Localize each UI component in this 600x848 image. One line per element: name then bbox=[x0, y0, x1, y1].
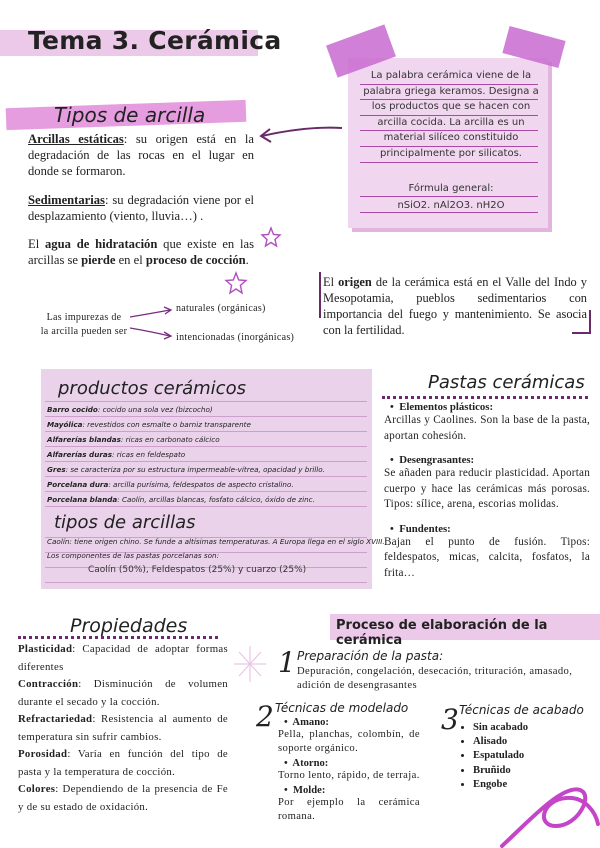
propiedad-text: : Resistencia al aumento de temperatura sin sufrir cambios. bbox=[18, 713, 228, 743]
sub2-text: Desengrasantes: bbox=[399, 454, 475, 466]
arcillas-estaticas-paragraph bbox=[28, 131, 254, 179]
elementos-plasticos-label: • Elementos plásticos: bbox=[390, 401, 494, 413]
propiedad-text: : Varía en función del tipo de pasta y la temperatura de cocción. bbox=[18, 748, 228, 778]
pierde-term: pierde bbox=[81, 253, 116, 267]
propiedad-item bbox=[18, 641, 228, 676]
atorno-label: Atorno: bbox=[292, 758, 329, 769]
card-rule bbox=[45, 476, 367, 477]
producto-item bbox=[47, 405, 213, 414]
coccion-term: proceso de cocción bbox=[145, 253, 246, 267]
dotted-underline bbox=[18, 636, 218, 639]
estaticas-term: Arcillas estáticas bbox=[28, 132, 124, 146]
agua-term: agua de hidratación bbox=[45, 237, 158, 251]
star-icon bbox=[224, 271, 248, 295]
impurezas-label bbox=[34, 311, 134, 339]
producto-text: : revestidos con esmalte o barniz transparente bbox=[82, 420, 251, 429]
producto-text: : Caolín, arcillas blancas, fosfato cálcico, óxido de zinc. bbox=[117, 495, 315, 504]
propiedad-term: Contracción bbox=[18, 678, 79, 690]
arrow-left-icon bbox=[256, 120, 346, 148]
acabado-item: • Alisado bbox=[473, 735, 579, 749]
desengrasantes-text: Se añaden para reducir plasticidad. Aportan cuerpo y hace las cerámicas más porosas. Tipos: sílice, arena, escorias molidas. bbox=[384, 467, 590, 510]
propiedad-text: : Disminución de volumen durante el secado y la cocción. bbox=[18, 678, 228, 708]
amano-text: Pella, planchas, colombín, de soporte orgánico. bbox=[278, 729, 420, 754]
step2-title: Técnicas de modelado bbox=[275, 701, 409, 715]
origen-term: origen bbox=[338, 275, 372, 289]
pastas-heading: Pastas cerámicas bbox=[428, 372, 585, 393]
branch-arrows-icon bbox=[128, 300, 178, 346]
page-title: Tema 3. Cerámica bbox=[28, 26, 282, 55]
amano-label: Amano: bbox=[292, 717, 329, 728]
propiedad-item bbox=[18, 781, 228, 816]
ceramica-definition: La palabra cerámica viene de la palabra griega keramos. Designa a los productos que se hacen con arcilla cocida. La arcilla es un material silíceo constituido principalmente por silicatos. bbox=[363, 70, 539, 159]
producto-text: : se caracteriza por su estructura impermeable-vítrea, opacidad y brillo. bbox=[65, 465, 325, 474]
componentes-line: Los componentes de las pastas porcelanas son: bbox=[47, 551, 220, 560]
producto-term: Barro cocido bbox=[47, 405, 98, 414]
card-rule bbox=[45, 461, 367, 462]
sedimentarias-text: : su degradación viene por el desplazamiento (viento, lluvia…) . bbox=[28, 193, 254, 223]
formula-label: Fórmula general: bbox=[408, 183, 494, 194]
fundentes-label: • Fundentes: bbox=[390, 522, 451, 535]
desengrasantes-label: • Desengrasantes: bbox=[390, 454, 475, 466]
origen-text: de la cerámica está en el Valle del Indo y Mesopotamia, pueblos sedimentarios con importancia del fuego y mantenimiento. Se asocia con la fertilidad. bbox=[323, 275, 587, 337]
step-number: 2 bbox=[256, 700, 274, 733]
step-number: 3 bbox=[441, 703, 459, 736]
step1-text: Depuración, congelación, desecación, trituración, amasado, adición de desengrasantes bbox=[297, 666, 573, 691]
modelado-atorno: • Atorno: bbox=[284, 758, 329, 769]
card-rule bbox=[45, 416, 367, 417]
productos-heading: productos cerámicos bbox=[58, 378, 246, 399]
modelado-molde: • Molde: bbox=[284, 785, 326, 796]
card-rule bbox=[45, 401, 367, 402]
molde-label: Molde: bbox=[293, 785, 326, 796]
agua-end: . bbox=[245, 253, 249, 267]
estaticas-text: : su origen está en la degradación de las rocas en el lugar en donde se formaron. bbox=[28, 132, 254, 178]
origen-bracket bbox=[319, 272, 321, 318]
origen-bracket bbox=[589, 310, 591, 334]
producto-item bbox=[47, 435, 220, 444]
propiedad-text: : Dependiendo de la presencia de Fe y de su estado de oxidación. bbox=[18, 783, 228, 813]
modelado-amano: • Amano: bbox=[284, 717, 329, 728]
producto-term: Mayólica bbox=[47, 420, 83, 429]
decorative-swirl-icon bbox=[496, 764, 600, 848]
producto-text: : ricas en carbonato cálcico bbox=[120, 435, 220, 444]
acabado-item: • Bruñido bbox=[473, 764, 579, 778]
origen-pre: El bbox=[323, 275, 339, 289]
propiedad-term: Refractariedad bbox=[18, 713, 93, 725]
step-number: 1 bbox=[278, 646, 296, 679]
tipos-arcillas-heading: tipos de arcillas bbox=[54, 512, 196, 533]
sedimentarias-paragraph bbox=[28, 192, 254, 224]
impurezas-line1: Las impurezas de bbox=[46, 312, 122, 323]
acabado-item: • Espatulado bbox=[473, 749, 579, 763]
producto-item bbox=[47, 480, 294, 489]
propiedades-heading: Propiedades bbox=[70, 615, 188, 637]
producto-term: Alfarerías duras bbox=[47, 450, 112, 459]
producto-term: Porcelana blanda bbox=[47, 495, 118, 504]
sedimentarias-term: Sedimentarias bbox=[28, 193, 105, 207]
producto-item bbox=[47, 420, 251, 429]
acabado-item: • Engobe bbox=[473, 778, 579, 792]
dotted-underline bbox=[382, 396, 588, 399]
sparkle-icon bbox=[232, 644, 268, 684]
producto-item bbox=[47, 450, 185, 459]
propiedad-term: Porosidad bbox=[18, 748, 68, 760]
formula-value: nSiO2. nAl2O3. nH2O bbox=[397, 200, 505, 211]
propiedad-term: Plasticidad bbox=[18, 643, 73, 655]
card-rule bbox=[45, 431, 367, 432]
agua-mid1: que existe en las arcillas se bbox=[28, 237, 255, 267]
producto-term: Porcelana dura bbox=[47, 480, 109, 489]
pastas-content bbox=[384, 401, 590, 581]
arcilla-heading: Tipos de arcilla bbox=[54, 103, 206, 127]
porcelana-composition: Caolín (50%), Feldespatos (25%) y cuarzo (25%) bbox=[88, 565, 307, 575]
producto-item bbox=[47, 495, 315, 504]
sub1-text: Elementos plásticos: bbox=[399, 401, 494, 413]
propiedad-term: Colores bbox=[18, 783, 56, 795]
producto-text: : arcilla purísima, feldespatos de aspecto cristalino. bbox=[108, 480, 294, 489]
caolin-line: Caolín: tiene origen chino. Se funde a altísimas temperaturas. A Europa llega en el siglo XVIII. bbox=[47, 537, 385, 546]
producto-item bbox=[47, 465, 325, 474]
card-rule bbox=[45, 506, 367, 507]
propiedad-item bbox=[18, 676, 228, 711]
producto-term: Alfarerías blandas bbox=[47, 435, 121, 444]
step1-title: Preparación de la pasta: bbox=[297, 649, 444, 663]
sub3-text: Fundentes: bbox=[399, 522, 451, 535]
propiedad-item bbox=[18, 711, 228, 746]
modelado-list bbox=[278, 717, 420, 824]
molde-text: Por ejemplo la cerámica romana. bbox=[278, 797, 420, 822]
card-rule bbox=[45, 491, 367, 492]
producto-text: : ricas en feldespato bbox=[112, 450, 186, 459]
elementos-plasticos-text: Arcillas y Caolines. Son la base de la pasta, aportan cohesión. bbox=[384, 414, 590, 442]
card-rule bbox=[45, 582, 367, 583]
agua-mid2: en el bbox=[115, 253, 146, 267]
fundentes-text: Bajan el punto de fusión. Tipos: feldespatos, micas, calcita, fosfatos, la frita… bbox=[384, 535, 590, 579]
card-rule bbox=[45, 446, 367, 447]
proceso-heading: Proceso de elaboración de la cerámica bbox=[336, 618, 548, 648]
impurezas-line2: la arcilla pueden ser bbox=[40, 326, 128, 337]
producto-term: Gres bbox=[47, 465, 66, 474]
formula-block bbox=[358, 180, 544, 214]
star-icon bbox=[260, 226, 282, 248]
impurezas-intencionadas: intencionadas (inorgánicas) bbox=[176, 332, 295, 343]
agua-pre: El bbox=[28, 237, 45, 251]
origen-paragraph bbox=[323, 274, 587, 338]
note-rule bbox=[360, 162, 538, 163]
atorno-text: Torno lento, rápido, de terraja. bbox=[278, 770, 420, 781]
agua-hidratacion-paragraph bbox=[28, 236, 254, 268]
step3-title: Técnicas de acabado bbox=[459, 703, 584, 717]
producto-text: : cocido una sola vez (bizcocho) bbox=[97, 405, 213, 414]
impurezas-naturales: naturales (orgánicas) bbox=[176, 303, 266, 314]
acabado-item: • Sin acabado bbox=[473, 721, 579, 735]
propiedad-text: : Capacidad de adoptar formas diferentes bbox=[18, 643, 228, 673]
propiedad-item bbox=[18, 746, 228, 781]
